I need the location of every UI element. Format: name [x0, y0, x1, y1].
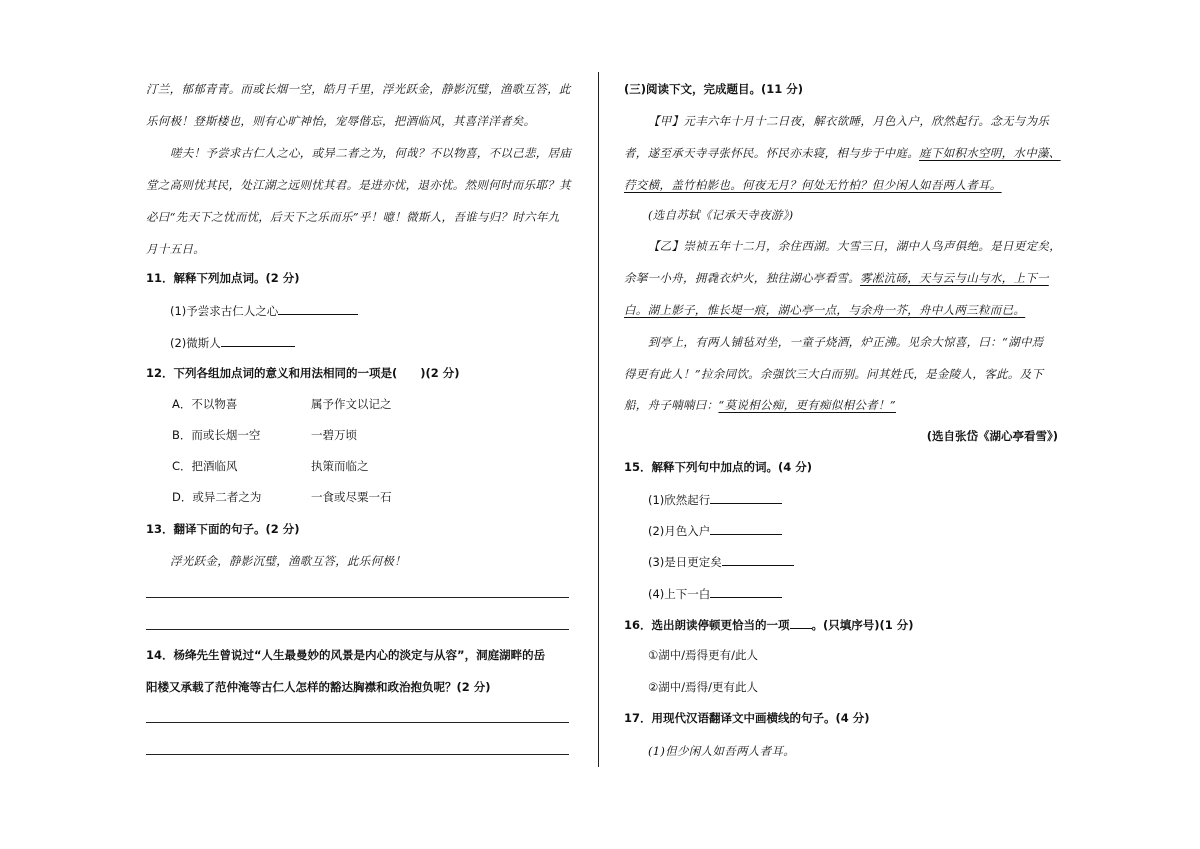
answer-blank[interactable] — [278, 302, 358, 315]
question-15-title: 15．解释下列句中加点的词。(4 分) — [624, 460, 813, 474]
jia-source: (选自苏轼《记承天寺夜游》) — [648, 208, 794, 222]
passage-line: 汀兰，郁郁青青。而或长烟一空，皓月千里，浮光跃金，静影沉璧，渔歌互答，此 — [146, 82, 571, 96]
q16-option-1: ①湖中/焉得更有/此人 — [648, 648, 759, 662]
column-divider — [598, 72, 599, 767]
answer-blank[interactable] — [221, 334, 295, 347]
yi-line: 到亭上，有两人铺毡对坐，一童子烧酒，炉正沸。见余大惊喜，曰：“湖中焉 — [648, 335, 1044, 349]
q15-item-3: (3)是日更定矣 — [648, 553, 794, 570]
answer-line[interactable] — [146, 597, 569, 598]
q17-item-1: (1)但少闲人如吾两人者耳。 — [648, 744, 795, 758]
passage-line: 乐何极！登斯楼也，则有心旷神怡，宠辱偕忘，把酒临风，其喜洋洋者矣。 — [146, 114, 536, 128]
answer-blank[interactable] — [710, 491, 782, 504]
yi-line: 得更有此人！”拉余同饮。余强饮三大白而别。问其姓氏，是金陵人，客此。及下 — [624, 367, 1044, 381]
jia-line: 者，遂至承天寺寻张怀民。怀民亦未寝，相与步于中庭。庭下如积水空明，水中藻、 — [624, 146, 1061, 160]
q16-option-2: ②湖中/焉得/更有此人 — [648, 680, 759, 694]
q12-option-b: B．而或长烟一空 一碧万顷 — [172, 428, 357, 442]
q15-item-2: (2)月色入户 — [648, 522, 782, 539]
passage-line: 必曰“先天下之忧而忧，后天下之乐而乐”乎！噫！微斯人，吾谁与归？时六年九 — [146, 210, 560, 224]
passage-line: 嗟夫！予尝求古仁人之心，或异二者之为，何哉？不以物喜，不以己悲，居庙 — [170, 146, 572, 160]
passage-line: 月十五日。 — [146, 242, 205, 256]
q11-item-1: (1)予尝求古仁人之心 — [170, 302, 358, 319]
q12-option-d: D．或异二者之为 一食或尽粟一石 — [172, 490, 392, 504]
answer-blank[interactable] — [790, 616, 812, 629]
q13-sentence: 浮光跃金，静影沉璧，渔歌互答，此乐何极！ — [170, 554, 406, 568]
passage-line: 堂之高则忧其民，处江湖之远则忧其君。是进亦忧，退亦忧。然则何时而乐耶？其 — [146, 178, 571, 192]
q12-option-a: A．不以物喜 属予作文以记之 — [172, 397, 392, 411]
yi-line: 船，舟子喃喃曰：“莫说相公痴，更有痴似相公者！” — [624, 398, 896, 412]
answer-line[interactable] — [146, 754, 569, 755]
yi-line: 【乙】崇祯五年十二月，余住西湖。大雪三日，湖中人鸟声俱绝。是日更定矣， — [648, 239, 1061, 253]
jia-line: 荇交横，盖竹柏影也。何夜无月？何处无竹柏？但少闲人如吾两人者耳。 — [624, 178, 1002, 192]
question-12-title: 12．下列各组加点词的意义和用法相同的一项是( )(2 分) — [146, 366, 460, 380]
question-16-title: 16．选出朗读停顿更恰当的一项 。(只填序号)(1 分) — [624, 618, 914, 632]
yi-line: 白。湖上影子，惟长堤一痕，湖心亭一点，与余舟一芥，舟中人两三粒而已。 — [624, 303, 1026, 317]
q11-item-2: (2)微斯人 — [170, 334, 295, 351]
q15-item-4: (4)上下一白 — [648, 585, 782, 602]
yi-source: (选自张岱《湖心亭看雪》) — [926, 429, 1058, 443]
question-13-title: 13．翻译下面的句子。(2 分) — [146, 522, 300, 536]
jia-line: 【甲】元丰六年十月十二日夜，解衣欲睡，月色入户，欣然起行。念无与为乐 — [648, 114, 1050, 128]
answer-line[interactable] — [146, 629, 569, 630]
section-title: (三)阅读下文，完成题目。(11 分) — [624, 82, 804, 96]
question-11-title: 11．解释下列加点词。(2 分) — [146, 271, 300, 285]
answer-blank[interactable] — [722, 553, 794, 566]
answer-blank[interactable] — [710, 585, 782, 598]
answer-line[interactable] — [146, 722, 569, 723]
q15-item-1: (1)欣然起行 — [648, 491, 782, 508]
answer-blank[interactable] — [710, 522, 782, 535]
yi-line: 余拏一小舟，拥毳衣炉火，独往湖心亭看雪。雾凇沆砀，天与云与山与水，上下一 — [624, 271, 1049, 285]
question-14-title-line-1: 14．杨绛先生曾说过“人生最曼妙的风景是内心的淡定与从容”，洞庭湖畔的岳 — [146, 648, 546, 662]
q12-option-c: C．把酒临风 执策而临之 — [172, 459, 369, 473]
question-17-title: 17．用现代汉语翻译文中画横线的句子。(4 分) — [624, 711, 870, 725]
question-14-title-line-2: 阳楼又承载了范仲淹等古仁人怎样的豁达胸襟和政治抱负呢？(2 分) — [146, 680, 491, 694]
